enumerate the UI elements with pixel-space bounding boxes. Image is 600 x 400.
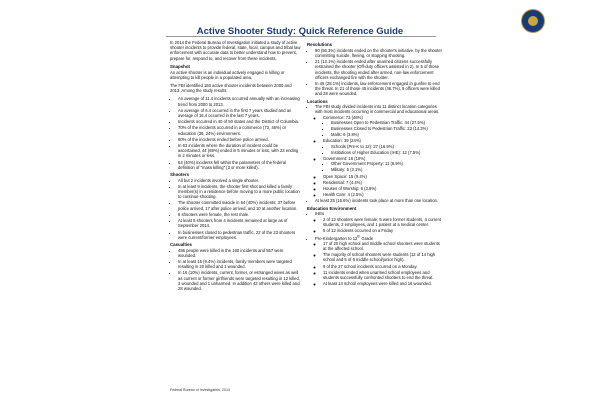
list-item: • At least 25 (15.6%) incidents took place at more than one location. xyxy=(315,198,442,203)
list-item: ▪ Other Government Property: 11 (6.9%) xyxy=(331,161,442,166)
list-item: • 486 people were killed in the 160 incidents and 557 were wounded. xyxy=(178,248,301,258)
list-item: ◦ Residential: 7 (4.4%) xyxy=(323,180,442,185)
list-item: • 90 (56.3%) incidents ended on the shooter's initiative, by the shooter committing suicide, fleeing, or stopping shooting. xyxy=(315,48,442,58)
list-item xyxy=(323,115,442,138)
prek-label-text: Pre-Kindergarten to 12 xyxy=(315,235,358,241)
shooters-heading: Shooters xyxy=(170,171,190,177)
intro-paragraph: In 2014 the Federal Bureau of Investigation initiated a study of active shooter incidents to provide federal, state, local, campus and tribal law enforcement with accurate data to better understand how to prevent, prepare for, respond to, and recover from these incidents. xyxy=(170,40,301,61)
list-item: • 6 shooters were female, the rest male. xyxy=(178,212,301,217)
list-item: • An average of 6.4 occurred in the first 7 years studied and an average of 16.4 occurred in the last 7 years. xyxy=(178,108,301,118)
list-item: • In at least 9 incidents, the shooter first shot and killed a family member(s) in a residence before moving to a more public location to continue shooting. xyxy=(178,184,301,200)
list-item: • The shooter committed suicide in 64 (40%) incidents; 37 before police arrived, 17 after police arrived, and 10 at another location. xyxy=(178,200,301,210)
ihe-label: IHEs xyxy=(315,211,325,217)
list-item: ◦ 17 of 20 high school and middle school shooters were students at the affected school. xyxy=(323,241,442,251)
snapshot-definition: An active shooter is an individual actively engaged in killing or attempting to kill people in a populated area. xyxy=(170,69,285,80)
right-column xyxy=(307,40,442,287)
list-item xyxy=(315,234,442,286)
government-label: Government: 16 (10%) xyxy=(323,156,366,162)
list-item xyxy=(323,138,442,155)
list-item: ◦ 2 of 12 shooters were female; 5 were former students, 4 current students, 2 employees, and 1 patient at a medical center. xyxy=(323,217,442,227)
list-item: ▪ Schools (Pre-K to 12): 27 (16.9%) xyxy=(331,144,442,149)
prek-label xyxy=(315,236,373,241)
list-item: • In businesses closed to pedestrian traffic, 22 of the 23 shooters were current/former employees. xyxy=(178,230,301,240)
list-item: ▪ Businesses Open to Pedestrian Traffic: 44 (27.5%) xyxy=(331,120,442,125)
education-label: Education: 39 (24%) xyxy=(323,138,361,144)
list-item: ◦ Health Care: 4 (2.5%) xyxy=(323,192,442,197)
list-item: ◦ 5 of 12 incidents occurred on a Friday xyxy=(323,228,442,233)
list-item: ◦ Open Space: 15 (9.4%) xyxy=(323,174,442,179)
list-item: ▪ Institutions of Higher Education (IHE): 12 (7.5%) xyxy=(331,150,442,155)
location-categories xyxy=(315,115,442,198)
commerce-label: Commerce: 73 (46%) xyxy=(323,114,363,120)
snapshot-heading: Snapshot xyxy=(170,63,191,69)
list-item: • In 16 (10%) incidents, current, former, or estranged wives as well as current or former girlfriends were targeted resulting in 12 killed, 3 wounded and 1 unharmed. In addition 42 others were killed and 28 wounded. xyxy=(178,270,301,291)
list-item: ◦ 11 incidents ended when unarmed school employees and students successfully confronted shooters to end the threat. xyxy=(323,270,442,280)
education-sublist xyxy=(323,144,442,155)
list-item: • In at least 15 (9.4%) incidents, family members were targeted resulting in 20 killed and 1 wounded. xyxy=(178,259,301,269)
resolutions-heading: Resolutions xyxy=(307,42,333,47)
title-divider xyxy=(166,36,436,37)
education-environment-heading: Education Environment xyxy=(307,205,357,211)
casualties-heading: Casualties xyxy=(170,241,192,247)
education-environment-list xyxy=(307,211,442,286)
resolutions-list xyxy=(307,48,442,97)
locations-lead: The FBI study divided incidents into 11 distinct location categories with most incidents occurring in commercial and educational areas. xyxy=(315,104,440,115)
list-item: • 60% of the incidents ended before police arrived. xyxy=(178,137,301,142)
footer-credit: Federal Bureau of Investigation, 2014 xyxy=(170,388,230,392)
snapshot-list xyxy=(170,96,301,170)
list-item: ▪ Military: 5 (3.1%) xyxy=(331,167,442,172)
page-title: Active Shooter Study: Quick Reference Guide xyxy=(196,26,404,37)
list-item: ◦ The majority of school shooters were students (12 of 14 high school and 5 of 6 middle school/junior high). xyxy=(323,252,442,262)
list-item xyxy=(315,104,442,197)
casualties-list xyxy=(170,248,301,292)
left-column xyxy=(170,40,301,292)
list-item: • An average of 11.4 incidents occurred annually with an increasing trend from 2000 to 2013. xyxy=(178,96,301,106)
snapshot-lead: The FBI identified 160 active shooter incidents between 2000 and 2013. Among the study results: xyxy=(170,82,292,94)
list-item: • All but 2 incidents involved a single shooter. xyxy=(178,178,301,183)
list-item: ◦ At least 14 school employees were killed and 16 wounded. xyxy=(323,281,442,286)
locations-heading: Locations xyxy=(307,98,328,104)
list-item xyxy=(315,211,442,233)
list-item: • At least 5 shooters from 4 incidents remained at large as of September 2014. xyxy=(178,218,301,228)
government-sublist xyxy=(323,161,442,172)
prek-label-suffix: Grade xyxy=(360,235,374,241)
list-item: • 70% of the incidents occurred in a commerce (73, 46%) or education (39, 24%) environment. xyxy=(178,125,301,135)
list-item xyxy=(323,156,442,173)
list-item: • 64 (40%) incidents fell within the parameters of the federal definition of “mass killing” (3 or more killed). xyxy=(178,160,301,170)
shooters-list xyxy=(170,178,301,240)
ihe-sublist xyxy=(315,217,442,234)
list-item: • Incidents occurred in 40 of 50 states and the District of Columbia. xyxy=(178,119,301,124)
list-item: • 21 (13.1%) incidents ended after unarmed citizens successfully restrained the shooter (Off-duty officers assisted in 2). In 5 of those incidents, the shooting ended after armed, non-law enforcement officers exchanged fire with the shooter. xyxy=(315,59,442,80)
list-item: ▪ Malls: 6 (3.8%) xyxy=(331,132,442,137)
list-item: ▪ Businesses Closed to Pedestrian Traffic: 23 (14.3%) xyxy=(331,126,442,131)
list-item: ◦ Houses of Worship: 6 (3.8%) xyxy=(323,186,442,191)
list-item: • In 63 incidents where the duration of incident could be ascertained, 44 (69%) ended in 5 minutes or less, with 23 ending in 2 minutes or less. xyxy=(178,143,301,159)
prek-sublist xyxy=(315,241,442,287)
prek-label-sup: th xyxy=(357,234,361,239)
list-item: • In 45 (28.1%) incidents, law enforcement engaged in gunfire to end the threat. In 21 of those 45 incidents (46.7%), 9 officers were killed and 28 were wounded. xyxy=(315,81,442,97)
list-item: ◦ 9 of the 27 school incidents occurred on a Monday. xyxy=(323,264,442,269)
locations-list xyxy=(307,104,442,203)
commerce-sublist xyxy=(323,120,442,138)
